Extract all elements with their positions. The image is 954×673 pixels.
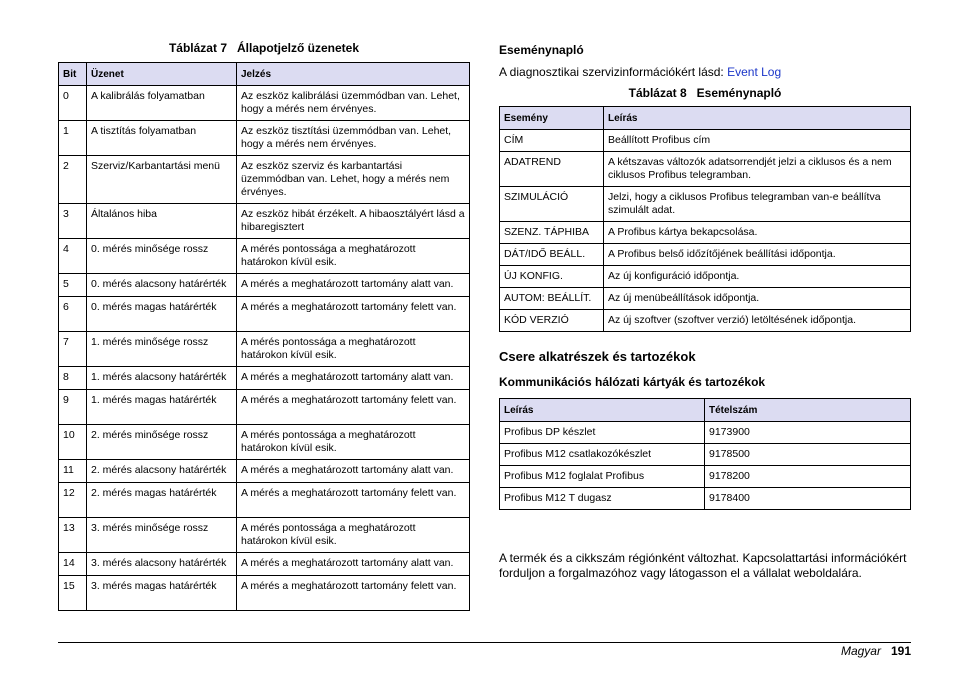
table-cell: 13 bbox=[59, 518, 87, 553]
table-cell: CÍM bbox=[500, 130, 604, 152]
table-row bbox=[500, 130, 911, 152]
table-header-row bbox=[500, 399, 911, 422]
table-cell: A mérés pontossága a meghatározott határokon kívül esik. bbox=[237, 239, 470, 274]
table-cell: A mérés a meghatározott tartomány alatt van. bbox=[237, 553, 470, 576]
parts-heading: Csere alkatrészek és tartozékok bbox=[499, 349, 696, 364]
table-cell: 3. mérés magas határérték bbox=[87, 576, 237, 611]
table-cell: Profibus M12 csatlakozókészlet bbox=[500, 444, 705, 466]
table-header-row bbox=[59, 63, 470, 86]
table-cell: Az új menübeállítások időpontja. bbox=[604, 288, 911, 310]
table-row bbox=[59, 86, 470, 121]
table-row bbox=[59, 274, 470, 297]
table-cell: A kalibrálás folyamatban bbox=[87, 86, 237, 121]
event-log-table bbox=[499, 106, 911, 332]
table-cell: 1 bbox=[59, 121, 87, 156]
status-table-section bbox=[58, 41, 470, 611]
table-row bbox=[59, 367, 470, 390]
table-cell: Profibus M12 T dugasz bbox=[500, 488, 705, 510]
table-cell: 6 bbox=[59, 297, 87, 332]
table-row bbox=[500, 466, 911, 488]
table-cell: 4 bbox=[59, 239, 87, 274]
table-cell: Profibus DP készlet bbox=[500, 422, 705, 444]
table-cell: A mérés pontossága a meghatározott határokon kívül esik. bbox=[237, 518, 470, 553]
table-cell: Az eszköz kalibrálási üzemmódban van. Lehet, hogy a mérés nem érvényes. bbox=[237, 86, 470, 121]
table-row bbox=[500, 444, 911, 466]
table-cell: Általános hiba bbox=[87, 204, 237, 239]
table-row bbox=[500, 266, 911, 288]
table-cell: 3 bbox=[59, 204, 87, 239]
table-cell: 14 bbox=[59, 553, 87, 576]
table-cell: 9178200 bbox=[705, 466, 911, 488]
column-header: Bit bbox=[59, 63, 87, 86]
eventlog-heading: Eseménynapló bbox=[499, 43, 584, 57]
table-cell: 9178400 bbox=[705, 488, 911, 510]
table-cell: 10 bbox=[59, 425, 87, 460]
table-row bbox=[500, 222, 911, 244]
table-cell: 8 bbox=[59, 367, 87, 390]
column-header: Esemény bbox=[500, 107, 604, 130]
table-cell: 9178500 bbox=[705, 444, 911, 466]
table-cell: Szerviz/Karbantartási menü bbox=[87, 156, 237, 204]
table-cell: A Profibus belső időzítőjének beállítási időpontja. bbox=[604, 244, 911, 266]
table-cell: Az eszköz tisztítási üzemmódban van. Lehet, hogy a mérés nem érvényes. bbox=[237, 121, 470, 156]
footer-language: Magyar bbox=[840, 644, 881, 658]
table-cell: A mérés pontossága a meghatározott határokon kívül esik. bbox=[237, 425, 470, 460]
event-log-link[interactable]: Event Log bbox=[727, 65, 782, 79]
table-row bbox=[59, 425, 470, 460]
table-cell: 1. mérés magas határérték bbox=[87, 390, 237, 425]
table-cell: 12 bbox=[59, 483, 87, 518]
table-cell: Az új konfiguráció időpontja. bbox=[604, 266, 911, 288]
table-cell: A mérés pontossága a meghatározott határokon kívül esik. bbox=[237, 332, 470, 367]
table-cell: DÁT/IDŐ BEÁLL. bbox=[500, 244, 604, 266]
parts-table bbox=[499, 398, 911, 510]
table-cell: 0 bbox=[59, 86, 87, 121]
footer-divider bbox=[58, 642, 911, 643]
table-cell: 9173900 bbox=[705, 422, 911, 444]
parts-subheading: Kommunikációs hálózati kártyák és tartozékok bbox=[499, 375, 766, 389]
table-cell: 0. mérés alacsony határérték bbox=[87, 274, 237, 297]
table-row bbox=[500, 488, 911, 510]
table-cell: A mérés a meghatározott tartomány felett van. bbox=[237, 576, 470, 611]
table-cell: 2. mérés alacsony határérték bbox=[87, 460, 237, 483]
table-row bbox=[500, 187, 911, 222]
table-row bbox=[59, 518, 470, 553]
table-row bbox=[59, 390, 470, 425]
table-cell: 15 bbox=[59, 576, 87, 611]
table-row bbox=[500, 288, 911, 310]
table-row bbox=[500, 310, 911, 332]
table-cell: AUTOM: BEÁLLÍT. bbox=[500, 288, 604, 310]
table-cell: Jelzi, hogy a ciklusos Profibus telegramban van-e beállítva szimulált adat. bbox=[604, 187, 911, 222]
table-row bbox=[500, 244, 911, 266]
table-cell: 2 bbox=[59, 156, 87, 204]
table-cell: Az eszköz hibát érzékelt. A hibaosztályért lásd a hibaregisztert bbox=[237, 204, 470, 239]
table-cell: 0. mérés minősége rossz bbox=[87, 239, 237, 274]
table-cell: ÚJ KONFIG. bbox=[500, 266, 604, 288]
eventlog-intro bbox=[499, 65, 911, 80]
table-cell: 9 bbox=[59, 390, 87, 425]
table-cell: Az új szoftver (szoftver verzió) letöltésének időpontja. bbox=[604, 310, 911, 332]
table-row bbox=[59, 460, 470, 483]
table-row bbox=[500, 422, 911, 444]
table-cell: KÓD VERZIÓ bbox=[500, 310, 604, 332]
table-cell: 11 bbox=[59, 460, 87, 483]
table-cell: A mérés a meghatározott tartomány felett van. bbox=[237, 390, 470, 425]
table-cell: 1. mérés alacsony határérték bbox=[87, 367, 237, 390]
parts-note: A termék és a cikkszám régiónként változhat. Kapcsolattartási információkért forduljon a forgalmazóhoz vagy látogasson el a vállalat weboldalára. bbox=[499, 551, 907, 580]
table-row bbox=[59, 297, 470, 332]
eventlog-intro-text: A diagnosztikai szervizinformációkért lásd: bbox=[499, 65, 728, 79]
table-row bbox=[59, 156, 470, 204]
table-cell: 2. mérés minősége rossz bbox=[87, 425, 237, 460]
table-cell: A mérés a meghatározott tartomány felett van. bbox=[237, 483, 470, 518]
table-cell: A mérés a meghatározott tartomány alatt van. bbox=[237, 367, 470, 390]
table7-caption: Táblázat 7 Állapotjelző üzenetek bbox=[168, 41, 360, 55]
table-row bbox=[59, 483, 470, 518]
table-cell: A Profibus kártya bekapcsolása. bbox=[604, 222, 911, 244]
table-cell: Beállított Profibus cím bbox=[604, 130, 911, 152]
page-number: 191 bbox=[890, 644, 911, 658]
column-header: Jelzés bbox=[237, 63, 470, 86]
table-row bbox=[59, 553, 470, 576]
table-cell: SZIMULÁCIÓ bbox=[500, 187, 604, 222]
table-cell: SZENZ. TÁPHIBA bbox=[500, 222, 604, 244]
column-header: Leírás bbox=[604, 107, 911, 130]
table-row bbox=[59, 204, 470, 239]
table-cell: 2. mérés magas határérték bbox=[87, 483, 237, 518]
table-cell: 3. mérés alacsony határérték bbox=[87, 553, 237, 576]
table-cell: 1. mérés minősége rossz bbox=[87, 332, 237, 367]
right-column bbox=[499, 43, 911, 585]
table8-caption: Táblázat 8 Eseménynapló bbox=[628, 86, 782, 100]
column-header: Üzenet bbox=[87, 63, 237, 86]
page-footer bbox=[841, 644, 911, 658]
table-cell: 3. mérés minősége rossz bbox=[87, 518, 237, 553]
table-row bbox=[59, 239, 470, 274]
table-row bbox=[59, 332, 470, 367]
table-row bbox=[59, 576, 470, 611]
table-cell: A mérés a meghatározott tartomány felett van. bbox=[237, 297, 470, 332]
table-cell: A kétszavas változók adatsorrendjét jelzi a ciklusos és a nem ciklusos Profibus telegramban. bbox=[604, 152, 911, 187]
table-cell: 7 bbox=[59, 332, 87, 367]
table-cell: 5 bbox=[59, 274, 87, 297]
column-header: Leírás bbox=[500, 399, 705, 422]
table-cell: ADATREND bbox=[500, 152, 604, 187]
table-header-row bbox=[500, 107, 911, 130]
table-cell: 0. mérés magas határérték bbox=[87, 297, 237, 332]
column-header: Tételszám bbox=[705, 399, 911, 422]
table-cell: A mérés a meghatározott tartomány alatt van. bbox=[237, 274, 470, 297]
status-messages-table bbox=[58, 62, 470, 611]
table-cell: A mérés a meghatározott tartomány alatt van. bbox=[237, 460, 470, 483]
table-cell: A tisztítás folyamatban bbox=[87, 121, 237, 156]
table-cell: Profibus M12 foglalat Profibus bbox=[500, 466, 705, 488]
table-row bbox=[500, 152, 911, 187]
table-row bbox=[59, 121, 470, 156]
table-cell: Az eszköz szerviz és karbantartási üzemmódban van. Lehet, hogy a mérés nem érvényes. bbox=[237, 156, 470, 204]
